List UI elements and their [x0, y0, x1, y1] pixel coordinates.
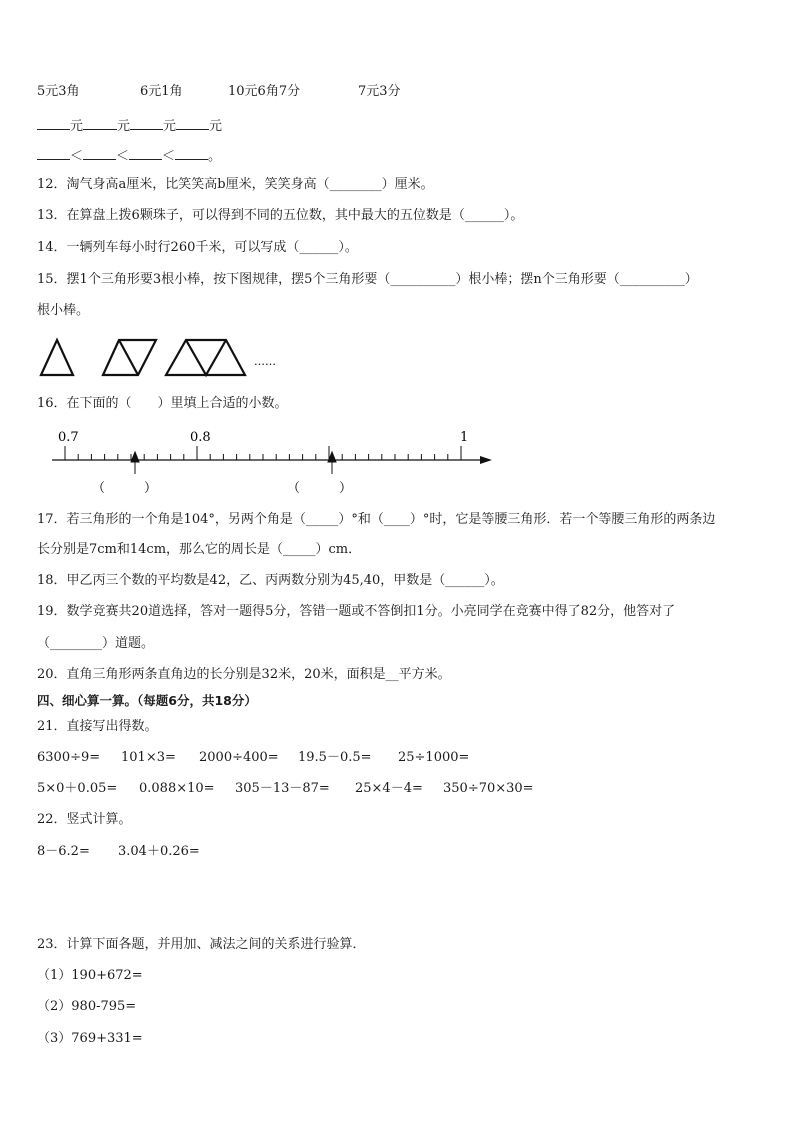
calc-item: 8－6.2=: [37, 844, 90, 859]
ellipsis: ……: [254, 355, 276, 368]
section-4-heading: 四、细心算一算。（每题6分，共18分）: [37, 693, 257, 708]
money-amount: 5元3角: [37, 84, 80, 99]
question-15-line1: 15．摆1个三角形要3根小棒，按下图规律，摆5个三角形要（__________）根小棒；摆n个三角形要（__________）: [37, 272, 698, 287]
question-14: 14．一辆列车每小时行260千米，可以写成（______）。: [37, 240, 358, 255]
question-17-line1: 17．若三角形的一个角是104°，另两个角是（_____）°和（____）°时，它是等腰三角形．若一个等腰三角形的两条边: [37, 512, 716, 527]
calc-item: 2000÷400=: [199, 750, 279, 765]
triangle-3: [166, 340, 245, 375]
calc-item: （1）190+672=: [37, 968, 143, 983]
vertical-calc-row: [37, 844, 200, 860]
unit-label: 元: [117, 119, 131, 134]
mental-math-row-1: [37, 750, 469, 766]
calc-item: 0.088×10=: [139, 781, 215, 796]
question-13: 13．在算盘上拨6颗珠子，可以得到不同的五位数，其中最大的五位数是（______）。: [37, 208, 524, 223]
calc-item: 25÷1000=: [398, 750, 470, 765]
answer-blank-1[interactable]: （ ）: [92, 481, 158, 496]
money-conversion-row: [37, 117, 222, 135]
unit-label: 元: [70, 119, 84, 134]
calc-item: 350÷70×30=: [443, 781, 534, 796]
tick-label: 0.8: [190, 430, 211, 445]
triangle-pattern-figure: [36, 335, 296, 379]
answer-blank[interactable]: [129, 147, 162, 160]
question-19-line1: 19．数学竞赛共20道选择，答对一题得5分，答错一题或不答倒扣1分。小亮同学在竞赛中得了82分，他答对了: [37, 604, 676, 619]
question-12: 12．淘气身高a厘米，比笑笑高b厘米，笑笑身高（________）厘米。: [37, 177, 434, 192]
question-21-title: 21．直接写出得数。: [37, 719, 158, 734]
calc-item: 3.04＋0.26=: [118, 844, 200, 859]
question-15-line2: 根小棒。: [37, 303, 90, 318]
answer-blank-2[interactable]: （ ）: [287, 481, 353, 496]
question-19-line2: （________）道题。: [37, 636, 155, 651]
question-22-title: 22．竖式计算。: [37, 812, 132, 827]
calc-item: （2）980-795=: [37, 999, 137, 1014]
calc-item: 5×0＋0.05=: [37, 781, 118, 796]
pointer-arrowhead-icon: [131, 452, 139, 462]
less-than-sign: ＜: [70, 149, 84, 164]
answer-blank[interactable]: [37, 147, 70, 160]
answer-blank[interactable]: [176, 117, 209, 130]
calc-item: （3）769+331=: [37, 1031, 143, 1046]
less-than-sign: ＜: [162, 149, 176, 164]
money-amount: 10元6角7分: [228, 84, 301, 99]
triangle-2: [103, 340, 156, 375]
mental-math-row-2: [37, 781, 534, 797]
question-23-title: 23．计算下面各题，并用加、减法之间的关系进行验算．: [37, 937, 366, 952]
answer-blank[interactable]: [130, 117, 163, 130]
calc-item: 19.5－0.5=: [298, 750, 372, 765]
question-20: 20．直角三角形两条直角边的长分别是32米，20米，面积是__平方米。: [37, 667, 451, 682]
answer-blank[interactable]: [83, 147, 116, 160]
calc-item: 25×4－4=: [355, 781, 423, 796]
money-ordering-row: [37, 147, 221, 165]
calc-item: 305－13－87=: [235, 781, 330, 796]
axis-arrow-icon: [480, 456, 492, 464]
money-amount: 6元1角: [140, 84, 183, 99]
answer-blank[interactable]: [83, 117, 117, 130]
money-amount: 7元3分: [358, 84, 401, 99]
triangle-1: [41, 340, 73, 375]
unit-label: 元: [163, 119, 177, 134]
answer-blank[interactable]: [37, 117, 70, 130]
question-17-line2: 长分别是7cm和14cm，那么它的周长是（_____）cm．: [37, 542, 362, 557]
period: 。: [208, 149, 222, 164]
question-18: 18．甲乙丙三个数的平均数是42，乙、丙两数分别为45,40，甲数是（______）。: [37, 573, 504, 588]
calc-item: 6300÷9=: [37, 750, 101, 765]
less-than-sign: ＜: [116, 149, 130, 164]
answer-blank[interactable]: [175, 147, 208, 160]
question-16: 16．在下面的（ ）里填上合适的小数。: [37, 396, 288, 411]
calc-item: 101×3=: [121, 750, 176, 765]
tick-label: 1: [460, 430, 469, 445]
tick-label: 0.7: [58, 430, 79, 445]
money-amounts-row: [37, 84, 401, 100]
unit-label: 元: [209, 119, 223, 134]
number-line-figure: [40, 424, 500, 500]
